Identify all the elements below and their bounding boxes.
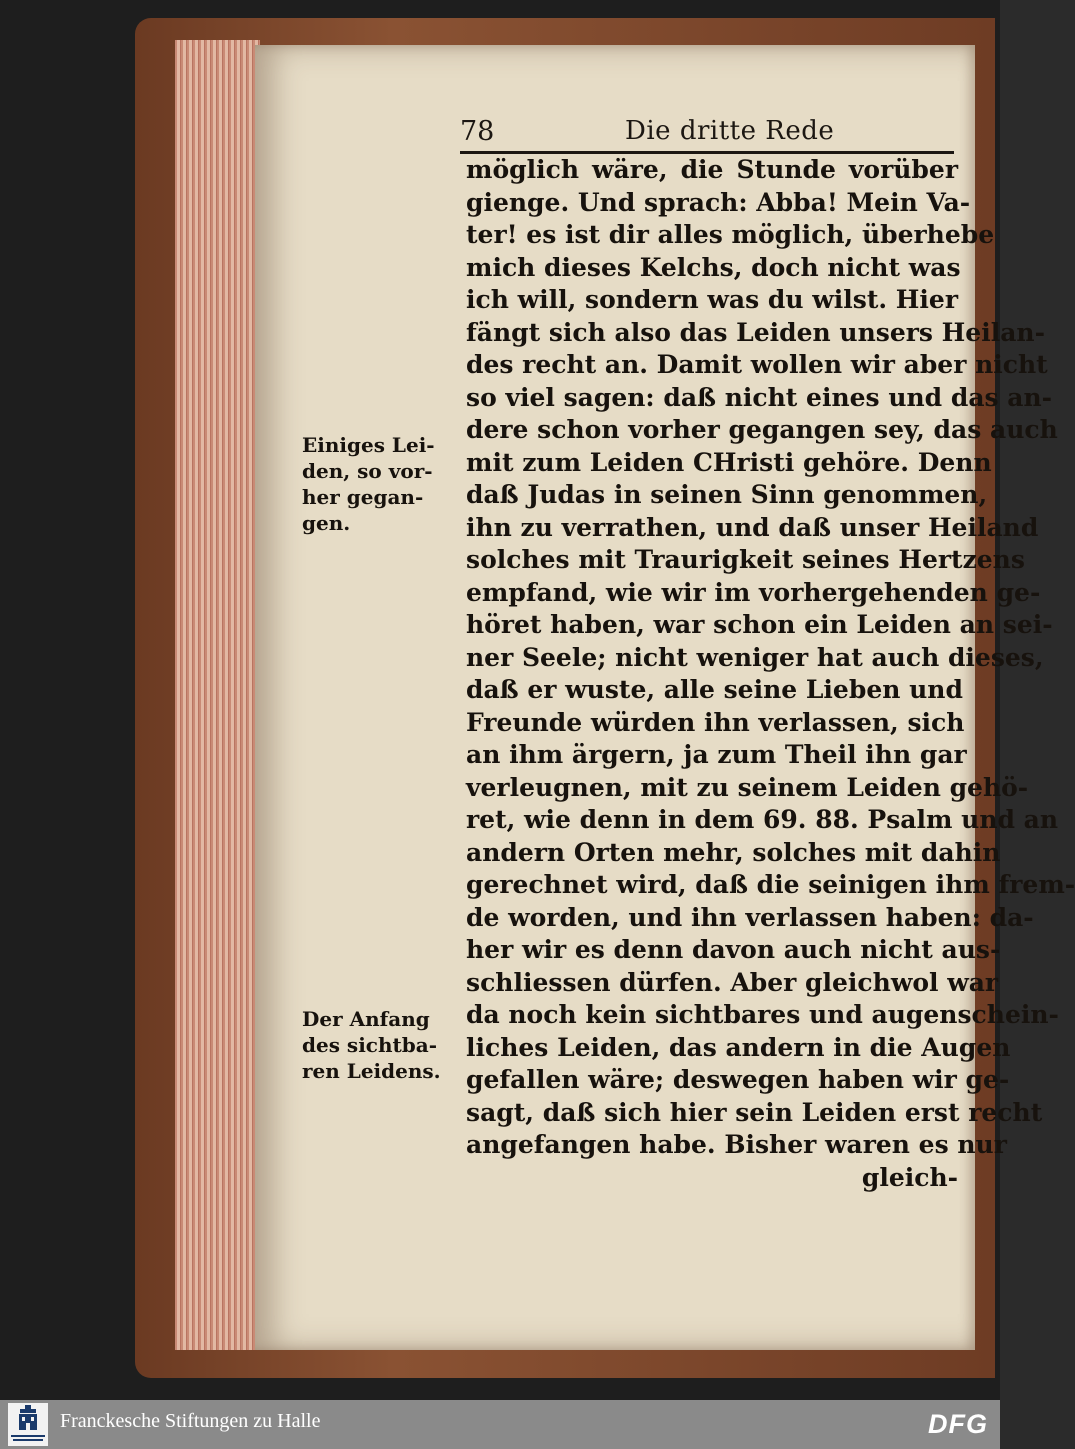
text-line: höret haben, war schon ein Leiden an sei- xyxy=(466,610,1053,639)
text-line: verleugnen, mit zu seinem Leiden gehö- xyxy=(466,772,1029,802)
margin-note-line: ren Leidens. xyxy=(302,1059,441,1083)
text-line: ihn zu verrathen, und daß unser Heiland xyxy=(466,512,1039,542)
text-line: mich dieses Kelchs, doch nicht was xyxy=(466,252,961,282)
text-line: daß er wuste, alle seine Lieben und xyxy=(466,675,963,704)
margin-note-line: gen. xyxy=(302,511,351,535)
margin-note xyxy=(302,432,457,536)
text-line: mit zum Leiden CHristi gehöre. Denn xyxy=(466,447,992,477)
text-line: möglich wäre, die Stunde vorüber xyxy=(466,155,958,184)
page-header xyxy=(460,112,954,152)
margin-note-line: Der Anfang xyxy=(302,1007,430,1031)
text-line: angefangen habe. Bisher waren es nur xyxy=(466,1130,1007,1159)
margin-note-line: her gegan- xyxy=(302,485,424,509)
text-line: Freunde würden ihn verlassen, sich xyxy=(466,707,965,737)
text-line: daß Judas in seinen Sinn genommen, xyxy=(466,480,988,509)
dfg-logo[interactable]: DFG xyxy=(928,1409,988,1439)
running-head: Die dritte Rede xyxy=(625,116,835,146)
text-line: solches mit Traurigkeit seines Hertzens xyxy=(466,545,1025,574)
text-line: sagt, daß sich hier sein Leiden erst recht xyxy=(466,1097,1043,1127)
text-line: des recht an. Damit wollen wir aber nicht xyxy=(466,350,1048,379)
text-line: so viel sagen: daß nicht eines und das an- xyxy=(466,382,1053,412)
body-text xyxy=(466,154,1075,1194)
text-line: andern Orten mehr, solches mit dahin xyxy=(466,837,1001,867)
viewer-footer xyxy=(0,1400,1000,1449)
page-number: 78 xyxy=(460,116,495,147)
text-line: schliessen dürfen. Aber gleichwol war xyxy=(466,967,999,997)
text-line: de worden, und ihn verlassen haben: da- xyxy=(466,902,1034,932)
text-line: da noch kein sichtbares und augenschein- xyxy=(466,1000,1059,1029)
text-line: ich will, sondern was du wilst. Hier xyxy=(466,285,958,314)
text-line: dere schon vorher gegangen sey, das auch xyxy=(466,415,1058,444)
margin-note-line: des sichtba- xyxy=(302,1033,437,1057)
text-line: gefallen wäre; deswegen haben wir ge- xyxy=(466,1065,1010,1094)
margin-note-line: den, so vor- xyxy=(302,459,433,483)
text-line: empfand, wie wir im vorhergehenden ge- xyxy=(466,577,1041,607)
text-line: gerechnet wird, daß die seinigen ihm frem- xyxy=(466,870,1075,899)
text-line: her wir es denn davon auch nicht aus- xyxy=(466,935,1001,964)
page-edges xyxy=(175,40,260,1350)
text-line: fängt sich also das Leiden unsers Heilan- xyxy=(466,317,1045,347)
franckesche-logo-icon[interactable] xyxy=(8,1403,48,1446)
margin-note-line: Einiges Lei- xyxy=(302,433,435,457)
text-line: ret, wie denn in dem 69. 88. Psalm und an xyxy=(466,805,1059,834)
margin-note xyxy=(302,1006,457,1084)
text-line: gienge. Und sprach: Abba! Mein Va- xyxy=(466,187,971,217)
text-line: ner Seele; nicht weniger hat auch dieses, xyxy=(466,642,1044,672)
text-line: an ihm ärgern, ja zum Theil ihn gar xyxy=(466,740,967,769)
catchword: gleich- xyxy=(861,1162,958,1192)
text-line: liches Leiden, das andern in die Augen xyxy=(466,1032,1011,1062)
text-line: ter! es ist dir alles möglich, überhebe xyxy=(466,220,995,249)
institution-name[interactable]: Franckesche Stiftungen zu Halle xyxy=(60,1410,321,1432)
